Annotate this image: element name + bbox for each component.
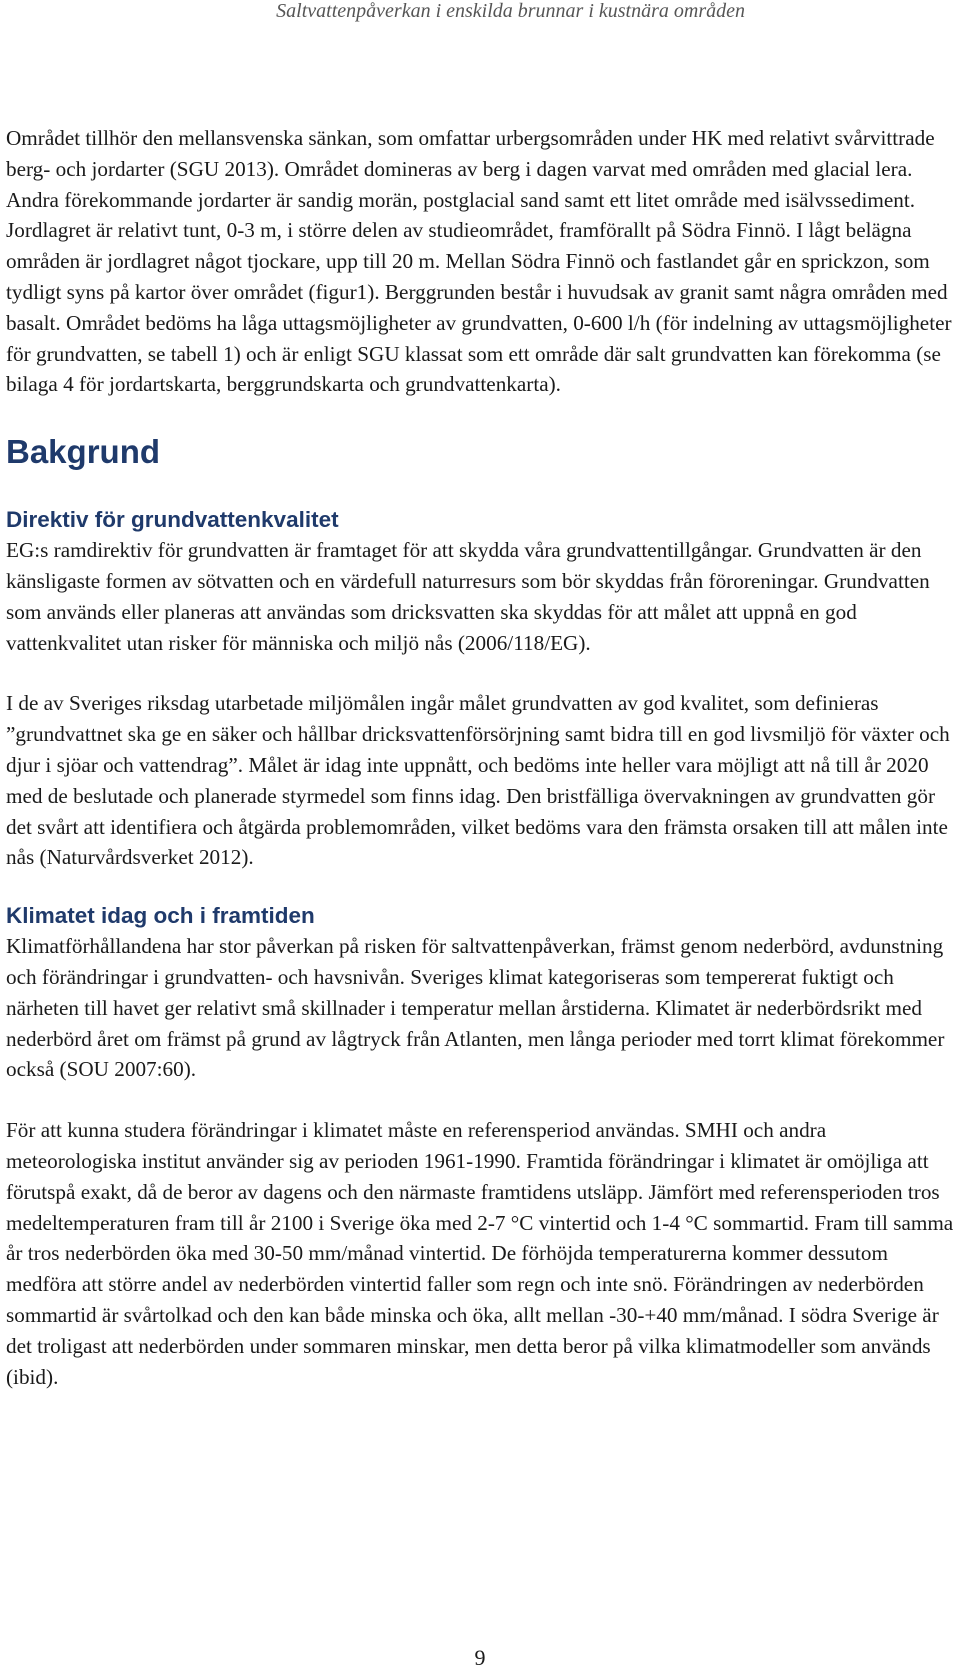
subheading-direktiv: Direktiv för grundvattenkvalitet bbox=[6, 507, 339, 533]
klimat-paragraph-2: För att kunna studera förändringar i klimatet måste en referensperiod användas. SMHI och andra meteorologiska institut använder sig av perioden 1961-1990. Framtida förändringar i klimatet är omöjliga att förutspå exakt, då de beror av dagens och den närmaste framtidens utsläpp. Jämfört med referensperioden tros medeltemperaturen fram till år 2100 i Sverige öka med 2-7 °C vintertid och 1-4 °C sommartid. Fram till samma år tros nederbörden öka med 30-50 mm/månad vintertid. De förhöjda temperaturerna kommer dessutom medföra att större andel av nederbörden vintertid faller som regn och inte snö. Förändringen av nederbörden sommartid är svårtolkad och den kan både minska och öka, allt mellan -30-+40 mm/månad. I södra Sverige är det troligast att nederbörden under sommaren minskar, men detta beror på vilka klimatmodeller som används (ibid). bbox=[6, 1118, 954, 1389]
intro-paragraph: Området tillhör den mellansvenska sänkan, som omfattar urbergsområden under HK med relativt svårvittrade berg- och jordarter (SGU 2013). Området domineras av berg i dagen varvat med områden med glacial lera. Andra förekommande jordarter är sandig morän, postglacial sand samt ett litet område med isälvssediment. Jordlagret är relativt tunt, 0-3 m, i större delen av studieområdet, framförallt på Södra Finnö. I lågt belägna områden är jordlagret något tjockare, upp till 20 m. Mellan Södra Finnö och fastlandet går en sprickzon, som tydligt syns på kartor över området (figur1). Berggrunden består i huvudsak av granit samt några områden med basalt. Området bedöms ha låga uttagsmöjligheter av grundvatten, 0-600 l/h (för indelning av uttagsmöjligheter för grundvatten, se tabell 1) och är enligt SGU klassat som ett område där salt grundvatten kan förekomma (se bilaga 4 för jordartskarta, berggrundskarta och grundvattenkarta). bbox=[6, 126, 952, 397]
direktiv-paragraph-1: EG:s ramdirektiv för grundvatten är framtaget för att skydda våra grundvattentillgångar. Grundvatten är den känsligaste formen av sötvatten och en värdefull naturresurs som bör skyddas från föroreningar. Grundvatten som används eller planeras att användas som dricksvatten ska skyddas för att målet att uppnå en god vattenkvalitet utan risker för människa och miljö nås (2006/118/EG). bbox=[6, 538, 930, 655]
page-number: 9 bbox=[474, 1645, 486, 1670]
running-header: Saltvattenpåverkan i enskilda brunnar i kustnära områden bbox=[276, 0, 745, 22]
subheading-klimat: Klimatet idag och i framtiden bbox=[6, 903, 315, 929]
klimat-paragraph-1: Klimatförhållandena har stor påverkan på risken för saltvattenpåverkan, främst genom nederbörd, avdunstning och förändringar i grundvatten- och havsnivån. Sveriges klimat kategoriseras som tempererat fuktigt och närheten till havet ger relativt små skillnader i temperatur mellan årstiderna. Klimatet är nederbördsrikt med nederbörd året om främst på grund av lågtryck från Atlanten, men långa perioder med torrt klimat förekommer också (SOU 2007:60). bbox=[6, 934, 945, 1082]
direktiv-paragraph-2: I de av Sveriges riksdag utarbetade miljömålen ingår målet grundvatten av god kvalitet, som definieras ”grundvattnet ska ge en säker och hållbar dricksvattenförsörjning samt bidra till en god livsmiljö för växter och djur i sjöar och vattendrag”. Målet är idag inte uppnått, och bedöms inte heller vara möjligt att nå till år 2020 med de beslutade och planerade styrmedel som finns idag. Den bristfälliga övervakningen av grundvatten gör det svårt att identifiera och åtgärda problemområden, vilket bedöms vara den främsta orsaken till att målen inte nås (Naturvårdsverket 2012). bbox=[6, 691, 950, 870]
section-heading-bakgrund: Bakgrund bbox=[6, 433, 161, 471]
document-body bbox=[6, 123, 956, 1392]
